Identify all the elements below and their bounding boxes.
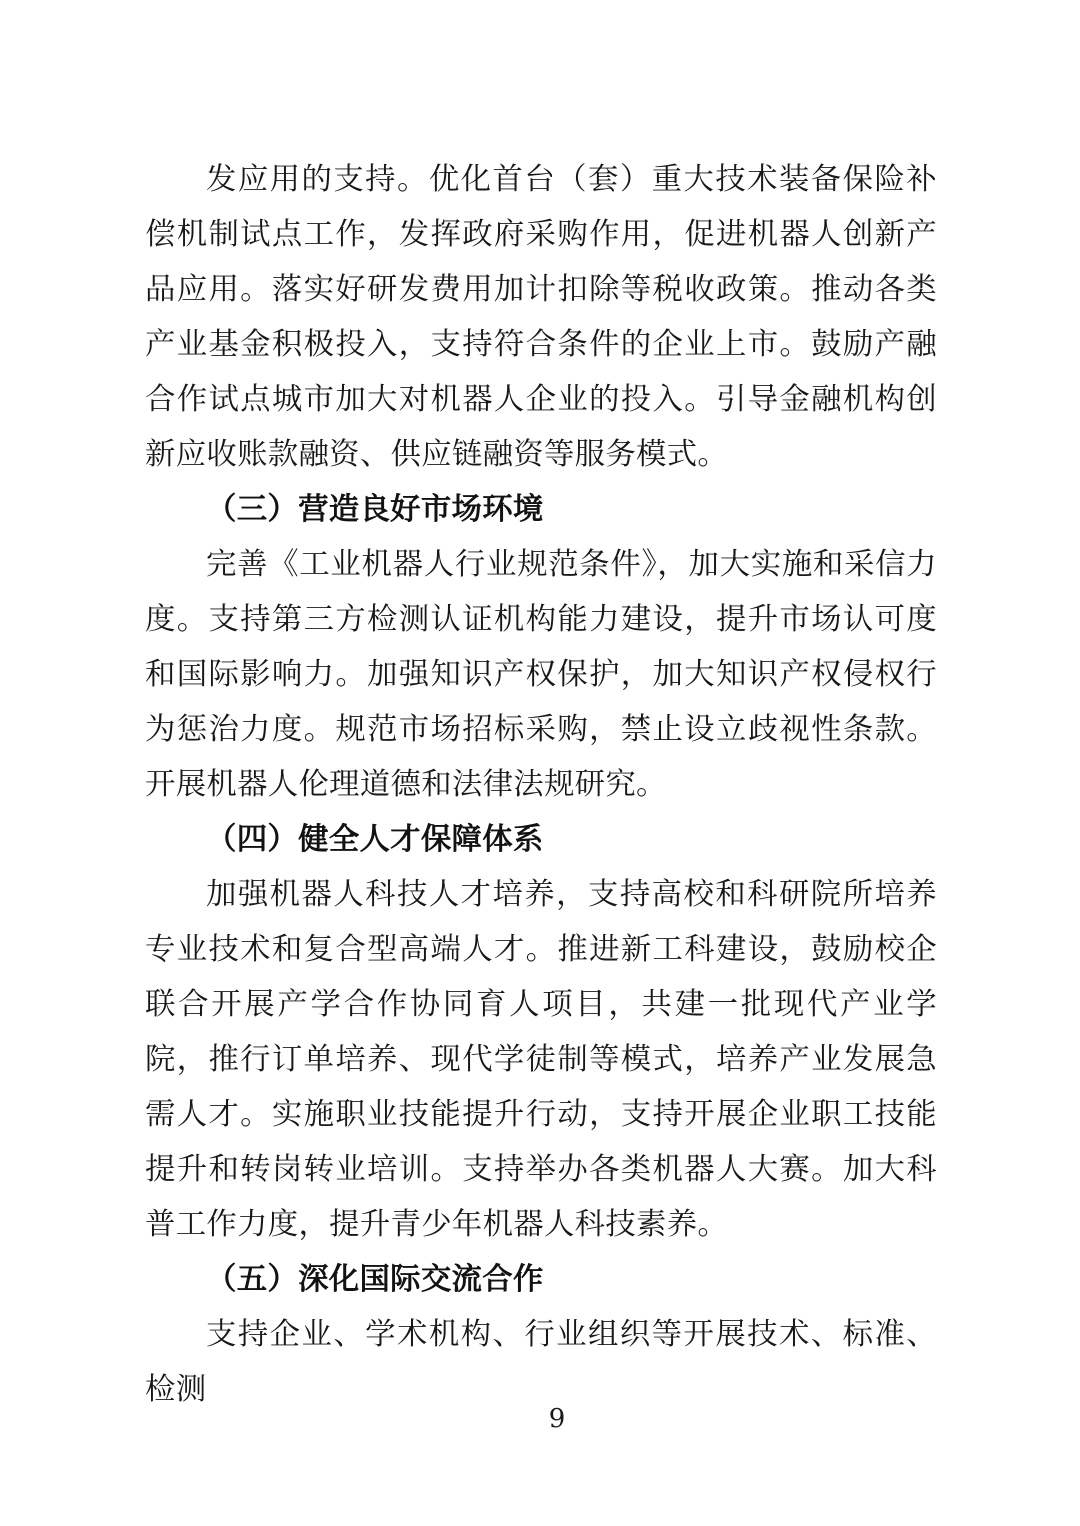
paragraph-market-environment: 完善《工业机器人行业规范条件》，加大实施和采信力度。支持第三方检测认证机构能力建设，提升市场认可度和国际影响力。加强知识产权保护，加大知识产权侵权行为惩治力度。规范市场招标采购，禁止设立歧视性条款。开展机器人伦理道德和法律法规研究。 — [145, 547, 937, 802]
page-number — [0, 1404, 1080, 1434]
heading-section-five: （五）深化国际交流合作 — [206, 1261, 544, 1297]
heading-section-three: （三）营造良好市场环境 — [206, 491, 544, 527]
document-text-column — [145, 152, 937, 1417]
page-number-value: 9 — [548, 1404, 566, 1434]
paragraph-finance-support: 发应用的支持。优化首台（套）重大技术装备保险补偿机制试点工作，发挥政府采购作用，促进机器人创新产品应用。落实好研发费用加计扣除等税收政策。推动各类产业基金积极投入，支持符合条件的企业上市。鼓励产融合作试点城市加大对机器人企业的投入。引导金融机构创新应收账款融资、供应链融资等服务模式。 — [145, 162, 937, 472]
paragraph-international-cooperation: 支持企业、学术机构、行业组织等开展技术、标准、检测 — [145, 1317, 937, 1407]
heading-section-four: （四）健全人才保障体系 — [206, 821, 544, 857]
paragraph-talent-system: 加强机器人科技人才培养，支持高校和科研院所培养专业技术和复合型高端人才。推进新工科建设，鼓励校企联合开展产学合作协同育人项目，共建一批现代产业学院，推行订单培养、现代学徒制等模式，培养产业发展急需人才。实施职业技能提升行动，支持开展企业职工技能提升和转岗转业培训。支持举办各类机器人大赛。加大科普工作力度，提升青少年机器人科技素养。 — [145, 877, 937, 1242]
